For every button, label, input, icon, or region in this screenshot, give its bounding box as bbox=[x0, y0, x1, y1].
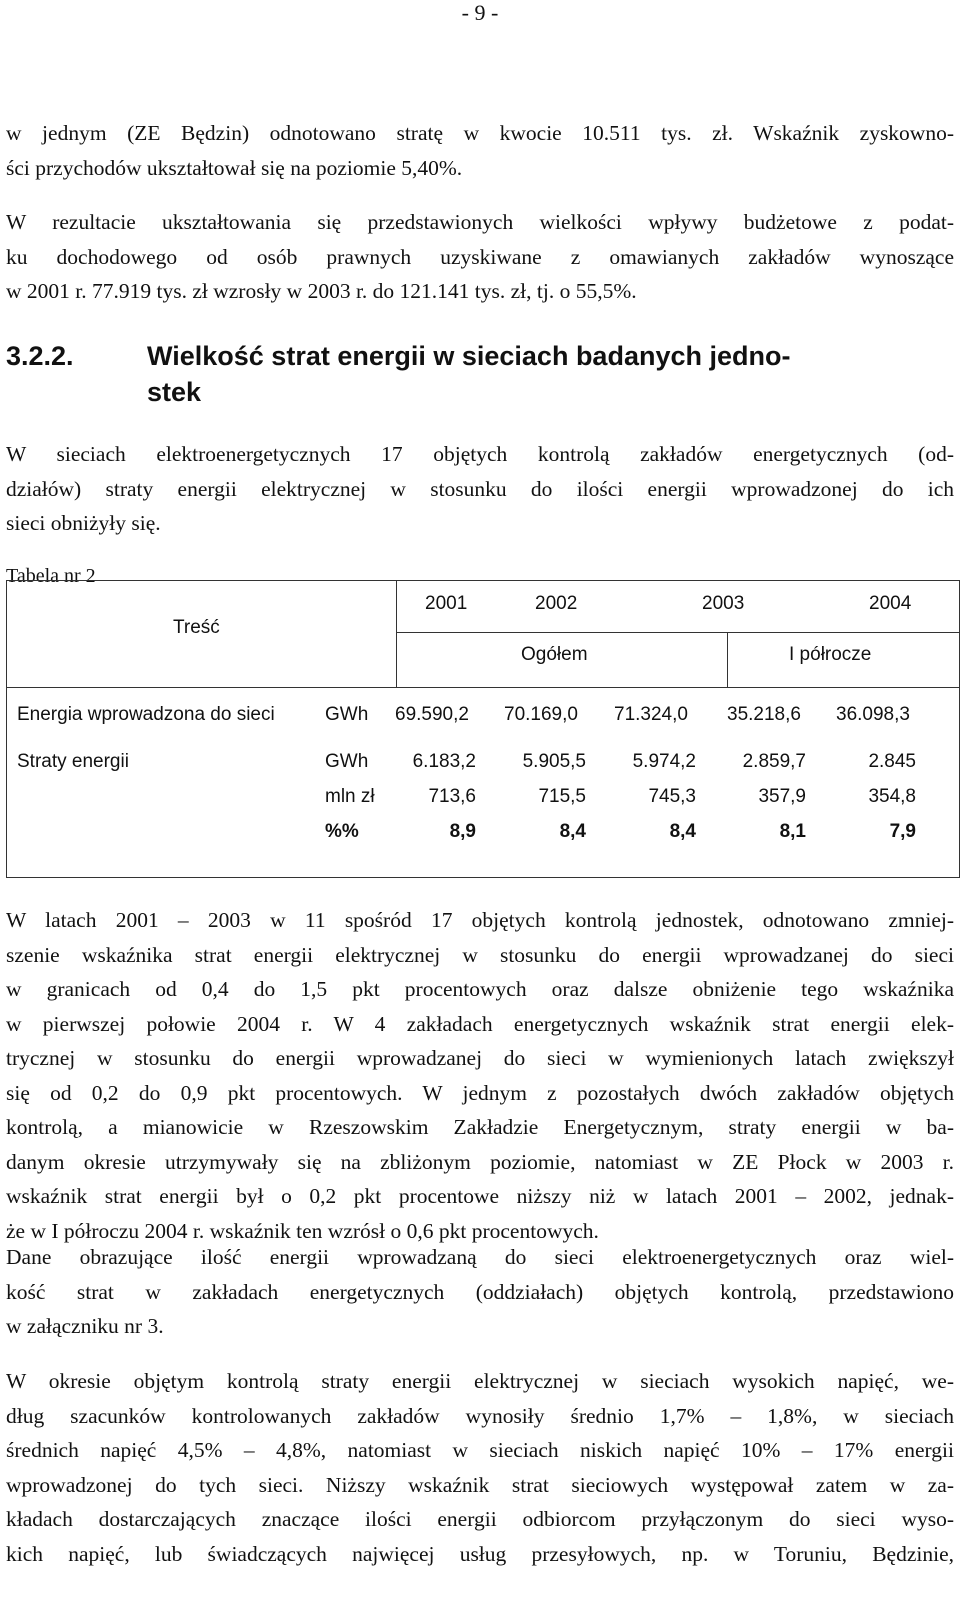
header-year-2004: 2004 bbox=[869, 593, 912, 614]
header-polrocze: I półrocze bbox=[789, 644, 872, 665]
section-title-line2: stek bbox=[147, 377, 202, 407]
text-line: kontrolą, a mianowicie w Rzeszowskim Zakładzie Energetycznym, straty energii w ba- bbox=[6, 1115, 954, 1139]
text-line: w granicach od 0,4 do 1,5 pkt procentowych oraz dalsze obniżenie tego wskaźnika bbox=[6, 977, 954, 1001]
row-unit: GWh bbox=[325, 751, 369, 772]
value-polrocze-2004: 2.845 bbox=[868, 751, 916, 772]
text-line: ku dochodowego od osób prawnych uzyskiwane z omawianych zakładów wynoszące bbox=[6, 244, 954, 269]
paragraph-budget-revenue bbox=[6, 205, 954, 309]
row-label: Energia wprowadzona do sieci bbox=[17, 704, 275, 725]
text-line: że w I półroczu 2004 r. wskaźnik ten wzrósł o 0,6 pkt procentowych. bbox=[6, 1218, 599, 1243]
value-polrocze-2003: 8,1 bbox=[779, 821, 806, 842]
paragraph-annex-reference bbox=[6, 1240, 954, 1344]
value-polrocze-2003: 35.218,6 bbox=[727, 704, 801, 725]
text-line: się od 0,2 do 0,9 pkt procentowych. W jednym z pozostałych dwóch zakładów objętych bbox=[6, 1080, 954, 1105]
text-line: sieci obniżyły się. bbox=[6, 511, 161, 535]
value-polrocze-2004: 354,8 bbox=[868, 786, 916, 807]
text-line: szenie wskaźnika strat energii elektrycznej w stosunku do energii wprowadzanej do sieci bbox=[6, 942, 954, 967]
value-polrocze-2003: 2.859,7 bbox=[742, 751, 806, 772]
value-2002: 8,4 bbox=[559, 821, 586, 842]
table-divider bbox=[396, 581, 397, 687]
header-year-2003: 2003 bbox=[702, 593, 745, 614]
value-2001: 69.590,2 bbox=[395, 704, 469, 725]
table-caption: Tabela nr 2 bbox=[6, 565, 96, 587]
table-divider bbox=[396, 632, 959, 633]
value-2003: 745,3 bbox=[648, 786, 696, 807]
value-2002: 70.169,0 bbox=[504, 704, 578, 725]
text-line: W rezultacie ukształtowania się przedstawionych wielkości wpływy budżetowe z podat- bbox=[6, 210, 954, 234]
row-label: Straty energii bbox=[17, 751, 129, 772]
value-2003: 8,4 bbox=[669, 821, 696, 842]
value-2002: 715,5 bbox=[538, 786, 586, 807]
text-line: w załączniku nr 3. bbox=[6, 1314, 164, 1338]
section-heading bbox=[6, 338, 954, 410]
text-line: wprowadzonej do tych sieci. Niższy wskaźnik strat sieciowych występował zatem w za- bbox=[6, 1472, 954, 1497]
value-2001: 6.183,2 bbox=[412, 751, 476, 772]
value-2001: 8,9 bbox=[449, 821, 476, 842]
text-line: kość strat w zakładach energetycznych (oddziałach) objętych kontrolą, przedstawiono bbox=[6, 1279, 954, 1304]
text-line: W okresie objętym kontrolą straty energii elektrycznej w sieciach wysokich napięć, we- bbox=[6, 1369, 954, 1393]
row-unit: GWh bbox=[325, 704, 369, 725]
text-line: W latach 2001 – 2003 w 11 spośród 17 objętych kontrolą jednostek, odnotowano zmniej- bbox=[6, 908, 954, 932]
text-line: Dane obrazujące ilość energii wprowadzaną do sieci elektroenergetycznych oraz wiel- bbox=[6, 1245, 954, 1269]
paragraph-loss-indicator-trends bbox=[6, 903, 954, 1248]
section-number: 3.2.2. bbox=[6, 341, 74, 371]
text-line: średnich napięć 4,5% – 4,8%, natomiast w sieciach niskich napięć 10% – 17% energii bbox=[6, 1438, 954, 1462]
text-line: w 2001 r. 77.919 tys. zł wzrosły w 2003 r. do 121.141 tys. zł, tj. o 55,5%. bbox=[6, 279, 637, 303]
text-line: kich napięć, lub świadczących najwięcej usług przesyłowych, np. w Toruniu, Będzinie, bbox=[6, 1541, 954, 1566]
table-divider bbox=[727, 632, 728, 687]
paragraph-profitability bbox=[6, 116, 954, 185]
value-2001: 713,6 bbox=[428, 786, 476, 807]
value-polrocze-2004: 7,9 bbox=[889, 821, 916, 842]
text-line: danym okresie utrzymywały się na zbliżonym poziomie, natomiast w ZE Płock w 2003 r. bbox=[6, 1149, 954, 1174]
text-line: w jednym (ZE Będzin) odnotowano stratę w kwocie 10.511 tys. zł. Wskaźnik zyskowno- bbox=[6, 121, 954, 145]
text-line: w pierwszej połowie 2004 r. W 4 zakładach energetycznych wskaźnik strat energii elek- bbox=[6, 1011, 954, 1036]
text-line: dług szacunków kontrolowanych zakładów wynosiły średnio 1,7% – 1,8%, w sieciach bbox=[6, 1403, 954, 1428]
section-title-line1: Wielkość strat energii w sieciach badanych jedno- bbox=[147, 341, 791, 371]
text-line: wskaźnik strat energii był o 0,2 pkt procentowe niższy niż w latach 2001 – 2002, jednak- bbox=[6, 1184, 954, 1208]
header-ogolem: Ogółem bbox=[521, 644, 588, 665]
header-year-2002: 2002 bbox=[535, 593, 578, 614]
value-2003: 71.324,0 bbox=[614, 704, 688, 725]
energy-losses-table bbox=[6, 580, 960, 878]
text-line: działów) straty energii elektrycznej w stosunku do ilości energii wprowadzonej do ich bbox=[6, 476, 954, 501]
paragraph-voltage-losses bbox=[6, 1364, 954, 1571]
text-line: kładach dostarczających znaczące ilości energii odbiorcom przyłączonym do sieci wyso- bbox=[6, 1507, 954, 1531]
paragraph-network-losses bbox=[6, 437, 954, 541]
header-year-2001: 2001 bbox=[425, 593, 468, 614]
text-line: W sieciach elektroenergetycznych 17 objętych kontrolą zakładów energetycznych (od- bbox=[6, 442, 954, 466]
header-tresc: Treść bbox=[173, 617, 220, 638]
table-divider bbox=[7, 687, 959, 688]
value-2003: 5.974,2 bbox=[632, 751, 696, 772]
value-polrocze-2003: 357,9 bbox=[758, 786, 806, 807]
text-line: trycznej w stosunku do energii wprowadzanej do sieci w wymienionych latach zwiększył bbox=[6, 1046, 954, 1070]
row-unit: %% bbox=[325, 821, 359, 842]
row-unit: mln zł bbox=[325, 786, 375, 807]
value-2002: 5.905,5 bbox=[522, 751, 586, 772]
value-polrocze-2004: 36.098,3 bbox=[836, 704, 910, 725]
page-number: - 9 - bbox=[461, 0, 499, 25]
text-line: ści przychodów ukształtował się na poziomie 5,40%. bbox=[6, 155, 463, 180]
